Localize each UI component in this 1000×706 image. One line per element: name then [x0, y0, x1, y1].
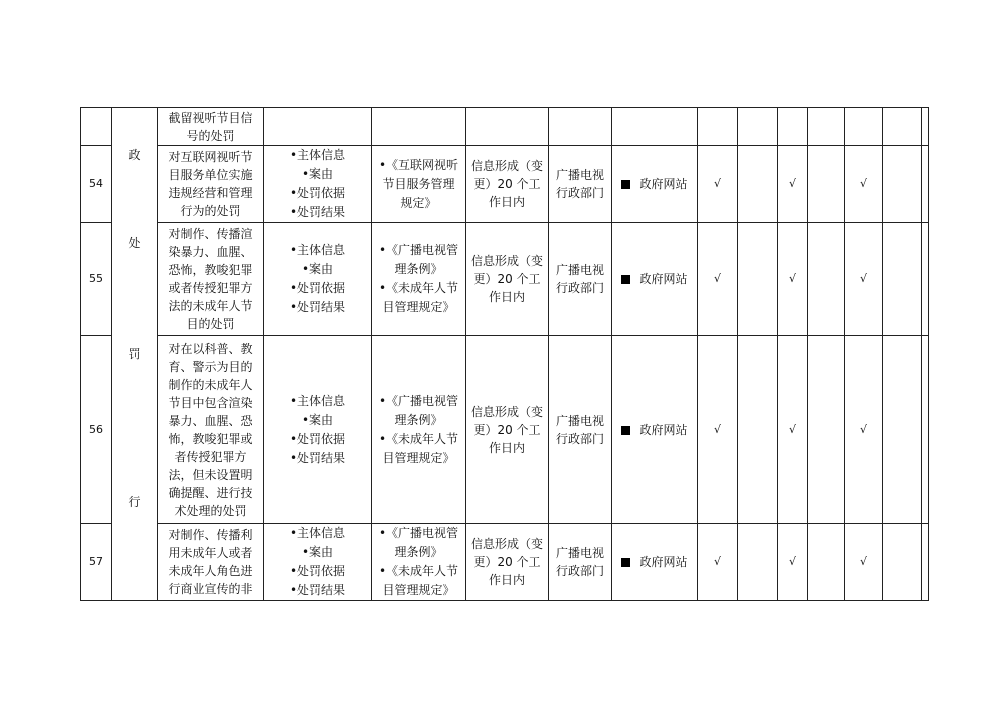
responsible-department — [549, 336, 612, 524]
cell-line: 或者传授犯罪方 — [168, 281, 253, 295]
check-mark-cell — [738, 524, 778, 601]
check-mark-cell: √ — [698, 524, 738, 601]
channel-label: 政府网站 — [639, 422, 688, 437]
legal-basis — [372, 108, 466, 146]
responsible-department — [549, 146, 612, 223]
check-mark-cell — [808, 336, 845, 524]
cell-line: •案由 — [301, 262, 334, 276]
disclosure-channel — [612, 146, 698, 223]
disclosure-deadline — [466, 146, 549, 223]
cell-line: •处罚结果 — [289, 450, 346, 465]
cell-line: 更）20 个工 — [473, 555, 541, 569]
cell-line: 更）20 个工 — [473, 272, 541, 286]
filled-square-icon — [621, 180, 630, 189]
disclosure-deadline — [466, 336, 549, 524]
check-mark-cell — [922, 336, 929, 524]
table-row — [81, 108, 929, 146]
check-mark-cell — [922, 524, 929, 601]
filled-square-icon — [621, 558, 630, 567]
check-mark-cell — [883, 223, 922, 336]
check-mark-cell — [808, 223, 845, 336]
disclosure-deadline — [466, 524, 549, 601]
cell-line: •主体信息 — [289, 393, 346, 408]
cell-line: 信息形成（变 — [470, 254, 543, 268]
cell-line: 染暴力、血腥、 — [168, 245, 253, 259]
cell-line: 用未成年人或者 — [168, 546, 253, 560]
cell-line: 信息形成（变 — [470, 404, 543, 419]
disclosure-deadline — [466, 223, 549, 336]
item-name — [158, 108, 264, 146]
disclosure-channel — [612, 223, 698, 336]
check-mark-cell — [808, 146, 845, 223]
cell-line: 法，但未设置明 — [168, 467, 253, 482]
check-mark-cell: √ — [778, 146, 808, 223]
cell-line: 目管理规定》 — [382, 300, 455, 314]
cell-line: •案由 — [301, 412, 334, 427]
check-mark-cell: √ — [778, 336, 808, 524]
cell-line: 行政部门 — [555, 186, 604, 200]
cell-line: 者传授犯罪方 — [174, 449, 247, 464]
check-mark-cell — [883, 336, 922, 524]
cell-line: •《广播电视管 — [378, 243, 459, 257]
cell-line: 目管理规定》 — [382, 450, 455, 465]
check-mark-cell — [808, 524, 845, 601]
check-mark-cell — [922, 223, 929, 336]
item-name — [158, 524, 264, 601]
filled-square-icon — [621, 426, 630, 435]
table-row — [81, 524, 929, 601]
cell-line: 广播电视 — [555, 413, 604, 428]
cell-line: 育、警示为目的 — [168, 359, 253, 374]
cell-line: 更）20 个工 — [473, 422, 541, 437]
cell-line: •案由 — [301, 167, 334, 181]
check-mark-cell: √ — [845, 336, 883, 524]
check-mark-cell — [738, 146, 778, 223]
check-mark-cell — [808, 108, 845, 146]
check-mark-cell — [922, 146, 929, 223]
cell-line: 暴力、血腥、恐 — [168, 413, 253, 428]
cell-line: •主体信息 — [289, 526, 346, 540]
category-char: 罚 — [128, 347, 141, 361]
cell-line: 广播电视 — [555, 546, 604, 560]
disclosure-channel — [612, 524, 698, 601]
cell-line: •处罚结果 — [289, 300, 346, 314]
disclosure-content — [264, 336, 372, 524]
cell-line: 制作的未成年人 — [168, 377, 253, 392]
cell-line: 未成年人角色进 — [168, 564, 253, 578]
table-row — [81, 336, 929, 524]
cell-line: 怖，教唆犯罪或 — [168, 431, 253, 446]
cell-line: 信息形成（变 — [470, 159, 543, 173]
check-mark-cell — [922, 108, 929, 146]
cell-line: •处罚结果 — [289, 583, 346, 597]
cell-line: 节目服务管理 — [382, 176, 455, 191]
disclosure-content — [264, 108, 372, 146]
cell-line: 理条例》 — [394, 412, 443, 427]
cell-line: •处罚依据 — [289, 431, 346, 446]
check-mark-cell — [883, 108, 922, 146]
row-number: 54 — [81, 146, 112, 223]
category-char: 政 — [128, 148, 141, 162]
cell-line: 确提醒、进行技 — [168, 485, 253, 500]
item-name — [158, 223, 264, 336]
cell-line: 行为的处罚 — [180, 204, 241, 218]
legal-basis — [372, 223, 466, 336]
row-number — [81, 108, 112, 146]
responsible-department — [549, 524, 612, 601]
row-number: 57 — [81, 524, 112, 601]
cell-line: 行政部门 — [555, 564, 604, 578]
cell-line: •处罚结果 — [289, 205, 346, 219]
check-mark-cell — [738, 336, 778, 524]
cell-line: 行政部门 — [555, 281, 604, 295]
table-row — [81, 146, 929, 223]
row-number: 55 — [81, 223, 112, 336]
legal-basis — [372, 524, 466, 601]
cell-line: •《互联网视听 — [378, 157, 459, 172]
cell-line: •主体信息 — [289, 148, 346, 162]
check-mark-cell — [778, 108, 808, 146]
category-cell — [112, 108, 158, 601]
disclosure-content — [264, 146, 372, 223]
disclosure-content — [264, 524, 372, 601]
check-mark-cell: √ — [845, 223, 883, 336]
channel-label: 政府网站 — [639, 272, 688, 286]
cell-line: 作日内 — [488, 195, 525, 209]
legal-basis — [372, 146, 466, 223]
cell-line: 目管理规定》 — [382, 583, 455, 597]
cell-line: 行政部门 — [555, 431, 604, 446]
cell-line: 理条例》 — [394, 262, 443, 276]
cell-line: 作日内 — [488, 440, 525, 455]
cell-line: 作日内 — [488, 290, 525, 304]
check-mark-cell — [738, 223, 778, 336]
check-mark-cell: √ — [698, 146, 738, 223]
disclosure-content — [264, 223, 372, 336]
cell-line: 对互联网视听节 — [168, 150, 253, 164]
cell-line: •处罚依据 — [289, 281, 346, 295]
cell-line: 更）20 个工 — [473, 177, 541, 191]
cell-line: 术处理的处罚 — [174, 503, 247, 518]
category-char: 行 — [128, 495, 141, 509]
row-number: 56 — [81, 336, 112, 524]
check-mark-cell — [845, 108, 883, 146]
disclosure-deadline — [466, 108, 549, 146]
cell-line: 规定》 — [400, 195, 437, 210]
table-body — [81, 108, 929, 601]
cell-line: 信息形成（变 — [470, 537, 543, 551]
cell-line: •《广播电视管 — [378, 526, 459, 540]
cell-line: 节目中包含渲染 — [168, 395, 253, 410]
cell-line: •主体信息 — [289, 243, 346, 257]
disclosure-channel — [612, 108, 698, 146]
cell-line: 对制作、传播渲 — [168, 227, 253, 241]
check-mark-cell — [883, 524, 922, 601]
cell-line: 截留视听节目信 — [168, 110, 253, 125]
check-mark-cell: √ — [778, 223, 808, 336]
check-mark-cell: √ — [845, 524, 883, 601]
cell-line: 目服务单位实施 — [168, 168, 253, 182]
cell-line: •《未成年人节 — [378, 431, 459, 446]
cell-line: 行商业宣传的非 — [168, 582, 253, 596]
cell-line: •《未成年人节 — [378, 281, 459, 295]
cell-line: 理条例》 — [394, 545, 443, 559]
channel-label: 政府网站 — [639, 177, 688, 191]
cell-line: 目的处罚 — [186, 317, 235, 331]
cell-line: 法的未成年人节 — [168, 299, 253, 313]
filled-square-icon — [621, 275, 630, 284]
check-mark-cell — [883, 146, 922, 223]
check-mark-cell — [698, 108, 738, 146]
cell-line: •《广播电视管 — [378, 393, 459, 408]
cell-line: •处罚依据 — [289, 186, 346, 200]
cell-line: 作日内 — [488, 573, 525, 587]
cell-line: •处罚依据 — [289, 564, 346, 578]
responsible-department — [549, 223, 612, 336]
disclosure-channel — [612, 336, 698, 524]
cell-line: •案由 — [301, 545, 334, 559]
cell-line: 广播电视 — [555, 263, 604, 277]
responsible-department — [549, 108, 612, 146]
cell-line: 对在以科普、教 — [168, 341, 253, 356]
cell-line: 恐怖，教唆犯罪 — [168, 263, 253, 277]
cell-line: 广播电视 — [555, 168, 604, 182]
check-mark-cell: √ — [778, 524, 808, 601]
check-mark-cell: √ — [698, 223, 738, 336]
check-mark-cell: √ — [845, 146, 883, 223]
cell-line: 号的处罚 — [186, 128, 235, 143]
check-mark-cell: √ — [698, 336, 738, 524]
category-char: 处 — [128, 236, 141, 250]
disclosure-table — [80, 107, 929, 601]
cell-line: •《未成年人节 — [378, 564, 459, 578]
check-mark-cell — [738, 108, 778, 146]
cell-line: 对制作、传播利 — [168, 528, 253, 542]
legal-basis — [372, 336, 466, 524]
table-row — [81, 223, 929, 336]
channel-label: 政府网站 — [639, 555, 688, 569]
cell-line: 违规经营和管理 — [168, 186, 253, 200]
item-name — [158, 146, 264, 223]
item-name — [158, 336, 264, 524]
